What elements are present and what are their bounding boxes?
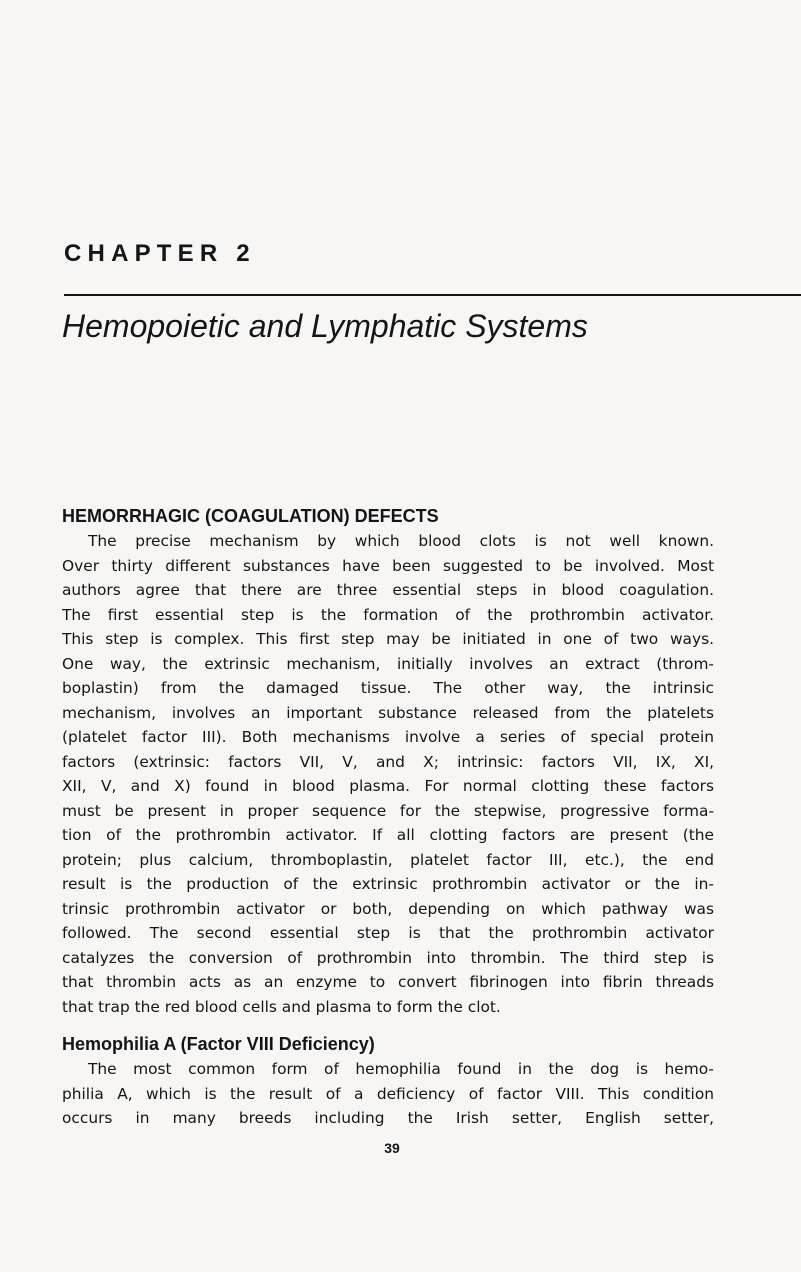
- chapter-title: Hemopoietic and Lymphatic Systems: [62, 308, 588, 344]
- paragraph-line: result is the production of the extrinsic prothrombin activator or the in-: [62, 875, 714, 893]
- paragraph-line: must be present in proper sequence for the stepwise, progressive forma-: [62, 801, 714, 820]
- paragraph-line: philia A, which is the result of a deficiency of factor VIII. This condition: [62, 1084, 714, 1103]
- section-paragraph: [62, 529, 714, 1019]
- paragraph-line: occurs in many breeds including the Irish setter, English setter,: [62, 1109, 714, 1127]
- paragraph-line: that thrombin acts as an enzyme to convert fibrinogen into fibrin threads: [62, 973, 714, 991]
- page-number: 39: [384, 1140, 400, 1156]
- paragraph-line: The first essential step is the formation of the prothrombin activator.: [62, 605, 714, 624]
- paragraph-line: This step is complex. This first step may be initiated in one of two ways.: [62, 630, 714, 648]
- section-heading: HEMORRHAGIC (COAGULATION) DEFECTS: [62, 506, 439, 526]
- subsection-paragraph: [62, 1057, 714, 1131]
- paragraph-line: (platelet factor III). Both mechanisms involve a series of special protein: [62, 728, 714, 746]
- paragraph-line: that trap the red blood cells and plasma to form the clot.: [62, 997, 501, 1016]
- subsection-heading: Hemophilia A (Factor VIII Deficiency): [62, 1034, 375, 1054]
- paragraph-line: boplastin) from the damaged tissue. The other way, the intrinsic: [62, 679, 714, 697]
- paragraph-line: authors agree that there are three essential steps in blood coagulation.: [62, 581, 714, 599]
- paragraph-line: Over thirty different substances have been suggested to be involved. Most: [62, 556, 714, 575]
- paragraph-line: The precise mechanism by which blood clots is not well known.: [88, 532, 714, 550]
- paragraph-line: mechanism, involves an important substance released from the platelets: [62, 703, 714, 722]
- paragraph-line: catalyzes the conversion of prothrombin into thrombin. The third step is: [62, 948, 714, 967]
- paragraph-line: protein; plus calcium, thromboplastin, platelet factor III, etc.), the end: [62, 850, 714, 869]
- chapter-number: CHAPTER 2: [64, 240, 256, 267]
- paragraph-line: followed. The second essential step is that the prothrombin activator: [62, 924, 714, 942]
- paragraph-line: One way, the extrinsic mechanism, initially involves an extract (throm-: [62, 654, 714, 673]
- paragraph-line: trinsic prothrombin activator or both, depending on which pathway was: [62, 899, 714, 918]
- paragraph-line: XII, V, and X) found in blood plasma. For normal clotting these factors: [62, 777, 714, 795]
- paragraph-line: The most common form of hemophilia found in the dog is hemo-: [88, 1060, 714, 1078]
- paragraph-line: tion of the prothrombin activator. If all clotting factors are present (the: [62, 826, 714, 844]
- chapter-divider: [64, 294, 801, 296]
- paragraph-line: factors (extrinsic: factors VII, V, and X; intrinsic: factors VII, IX, XI,: [62, 752, 714, 771]
